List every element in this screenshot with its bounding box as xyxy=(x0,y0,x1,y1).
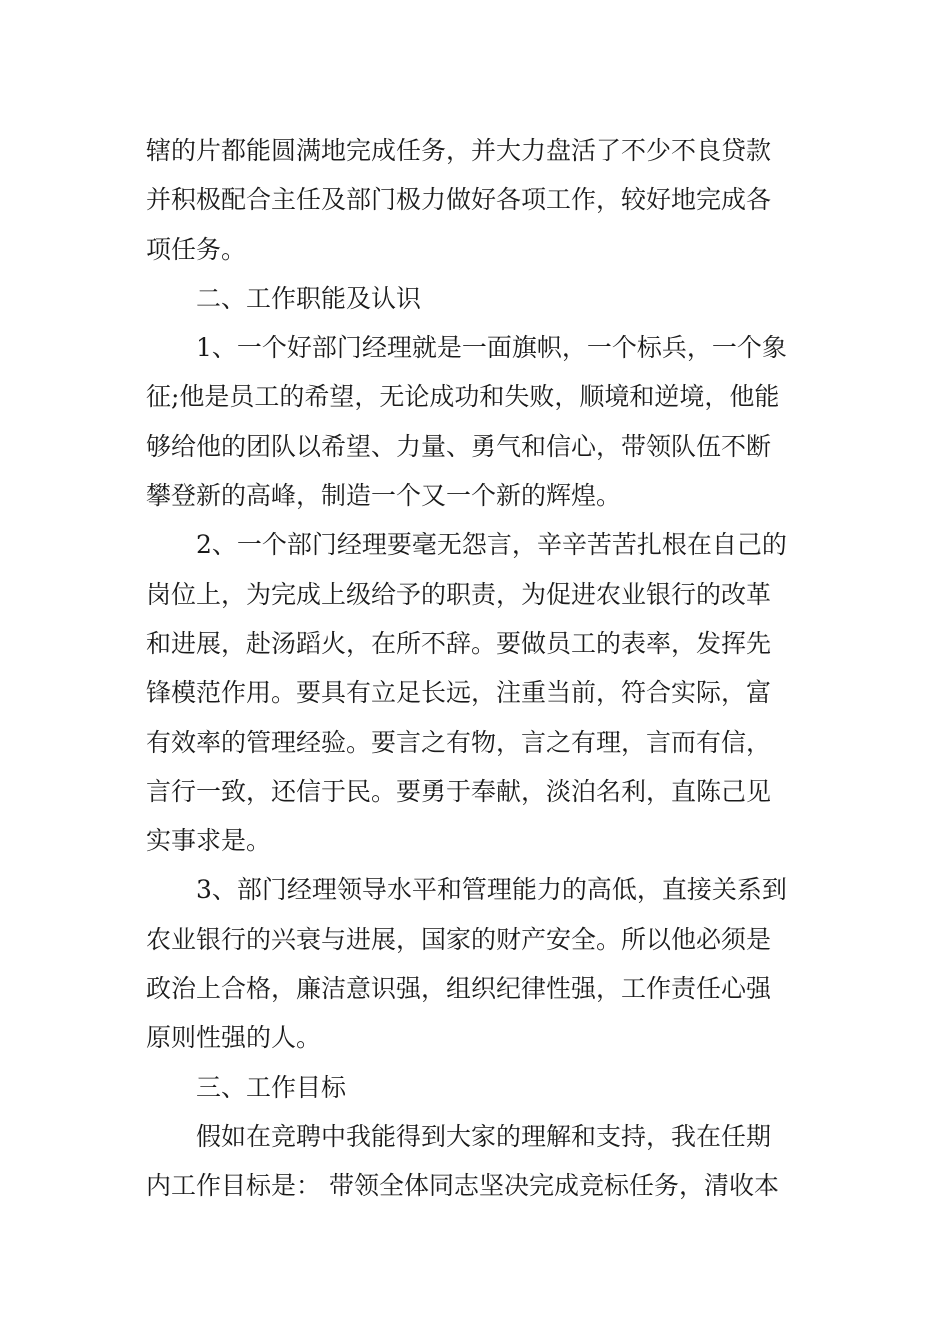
document-body xyxy=(146,126,808,1211)
text-line: 内工作目标是： 带领全体同志坚决完成竞标任务，清收本 xyxy=(146,1171,779,1201)
text-line: 原则性强的人。 xyxy=(146,1023,322,1053)
text-line: 有效率的管理经验。要言之有物，言之有理，言而有信， xyxy=(146,727,772,757)
text-line: 2、一个部门经理要毫无怨言，辛辛苦苦扎根在自己的 xyxy=(196,530,787,560)
text-line: 言行一致，还信于民。要勇于奉献，淡泊名利，直陈己见 xyxy=(146,776,772,806)
text-line: 农业银行的兴衰与进展，国家的财产安全。所以他必须是 xyxy=(146,924,772,954)
section-heading: 二、工作职能及认识 xyxy=(196,283,422,313)
text-line: 和进展，赴汤蹈火，在所不辞。要做员工的表率，发挥先 xyxy=(146,628,772,658)
text-line: 项任务。 xyxy=(146,234,247,264)
text-line: 攀登新的高峰，制造一个又一个新的辉煌。 xyxy=(146,481,622,511)
text-line: 3、部门经理领导水平和管理能力的高低，直接关系到 xyxy=(196,875,787,905)
text-line: 够给他的团队以希望、力量、勇气和信心，带领队伍不断 xyxy=(146,431,772,461)
text-line: 实事求是。 xyxy=(146,826,272,856)
text-line: 假如在竞聘中我能得到大家的理解和支持，我在任期 xyxy=(196,1121,772,1151)
text-line: 1、一个好部门经理就是一面旗帜，一个标兵，一个象 xyxy=(196,333,787,363)
text-line: 政治上合格，廉洁意识强，组织纪律性强，工作责任心强 xyxy=(146,974,772,1004)
section-heading: 三、工作目标 xyxy=(196,1072,347,1102)
text-line: 锋模范作用。要具有立足长远，注重当前，符合实际，富 xyxy=(146,678,772,708)
text-line: 岗位上，为完成上级给予的职责，为促进农业银行的改革 xyxy=(146,579,772,609)
text-line: 辖的片都能圆满地完成任务，并大力盘活了不少不良贷款 xyxy=(146,136,772,165)
text-line: 并积极配合主任及部门极力做好各项工作，较好地完成各 xyxy=(146,185,772,215)
text-line: 征;他是员工的希望，无论成功和失败，顺境和逆境，他能 xyxy=(146,382,780,412)
